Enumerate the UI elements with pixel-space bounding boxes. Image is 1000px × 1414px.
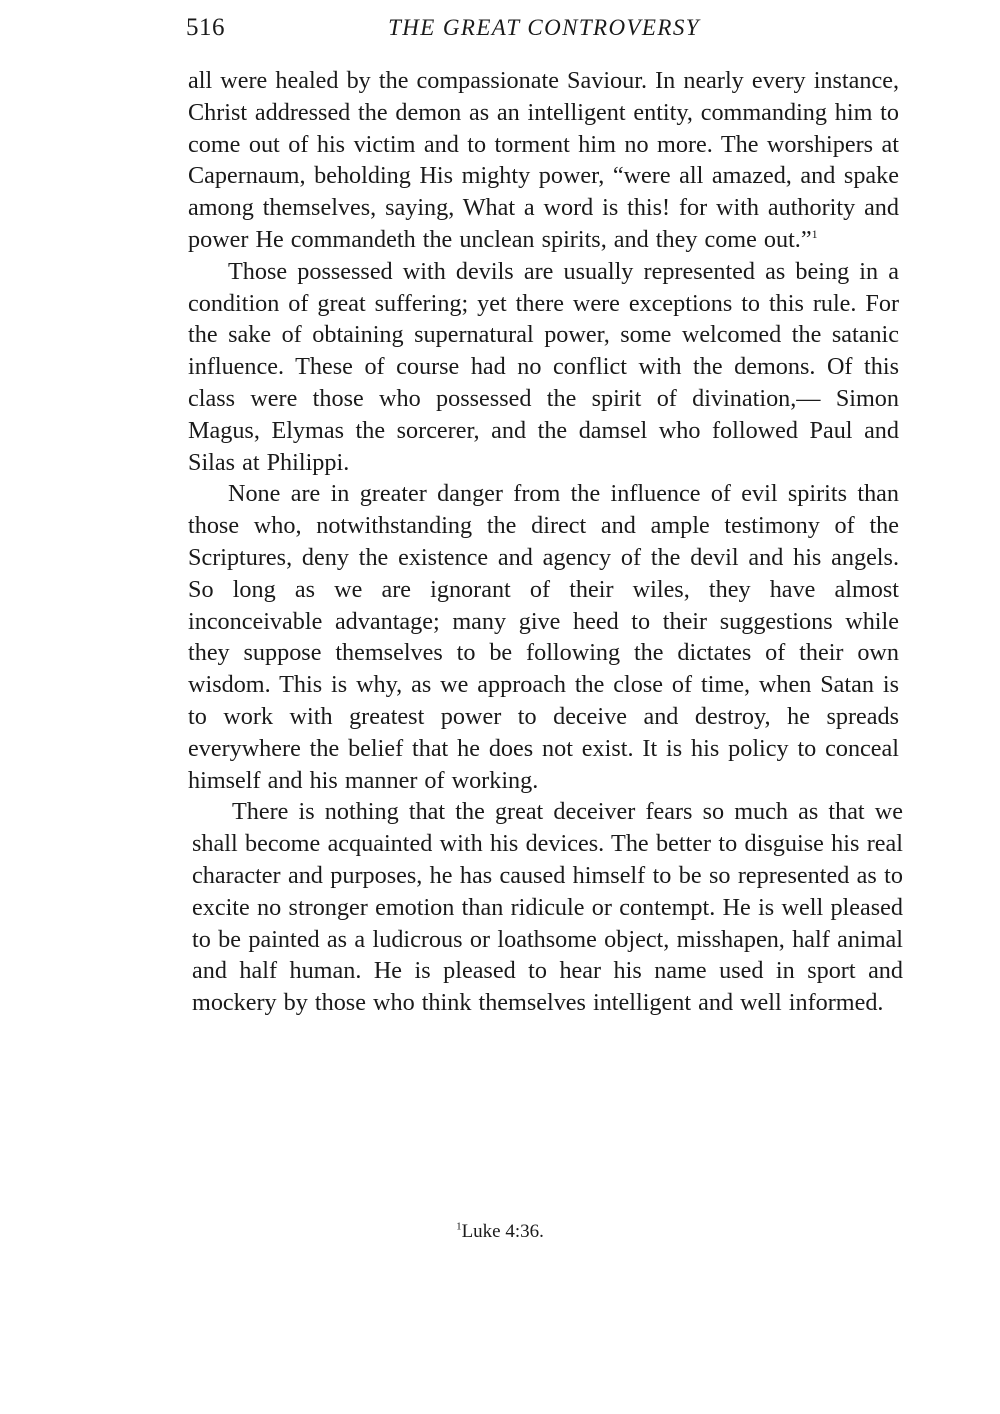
paragraph-4: There is nothing that the great deceiver fears so much as that we shall become acquainted with his devices. The better to disguise his real character and purposes, he has caused himself to be so represented as to excite no stronger emotion than ridicule or contempt. He is well pleased to be painted as a ludicrous or loathsome object, misshapen, half animal and half human. He is pleased to hear his name used in sport and mockery by those who think themselves intelligent and well informed. — [192, 798, 903, 1017]
page-number: 516 — [186, 14, 225, 41]
paragraph-3: None are in greater danger from the influence of evil spirits than those who, notwithstanding the direct and ample testimony of the Scriptures, deny the existence and agency of the devil and his angels. So long as we are ignorant of their wiles, they have almost inconceivable advantage; many give heed to their suggestions while they suppose themselves to be following the dictates of their own wisdom. This is why, as we approach the close of time, when Satan is to work with greatest power to deceive and destroy, he spreads everywhere the belief that he does not exist. It is his policy to conceal himself and his manner of working. — [188, 480, 899, 794]
footnote — [0, 1221, 1000, 1243]
book-title: THE GREAT CONTROVERSY — [388, 15, 700, 40]
paragraph-1 — [188, 65, 899, 256]
footnote-reference: 1 — [811, 226, 818, 241]
paragraph-1-text: all were healed by the compassionate Saviour. In nearly every instance, Christ addressed the demon as an intelligent entity, commanding him to come out of his victim and to torment him no more. The worshipers at Capernaum, beholding His mighty power, “were all amazed, and spake among themselves, saying, What a word is this! for with authority and power He commandeth the unclean spirits, and they come out.” — [188, 67, 899, 253]
footnote-mark: 1 — [456, 1220, 462, 1233]
running-head — [186, 14, 902, 46]
paragraph-2: Those possessed with devils are usually represented as being in a condition of great suffering; yet there were exceptions to this rule. For the sake of obtaining supernatural power, some welcomed the satanic influence. These of course had no conflict with the demons. Of this class were those who possessed the spirit of divination,— Simon Magus, Elymas the sorcerer, and the damsel who followed Paul and Silas at Philippi. — [188, 257, 899, 476]
body-text — [188, 65, 903, 1019]
footnote-text: Luke 4:36. — [461, 1221, 544, 1242]
